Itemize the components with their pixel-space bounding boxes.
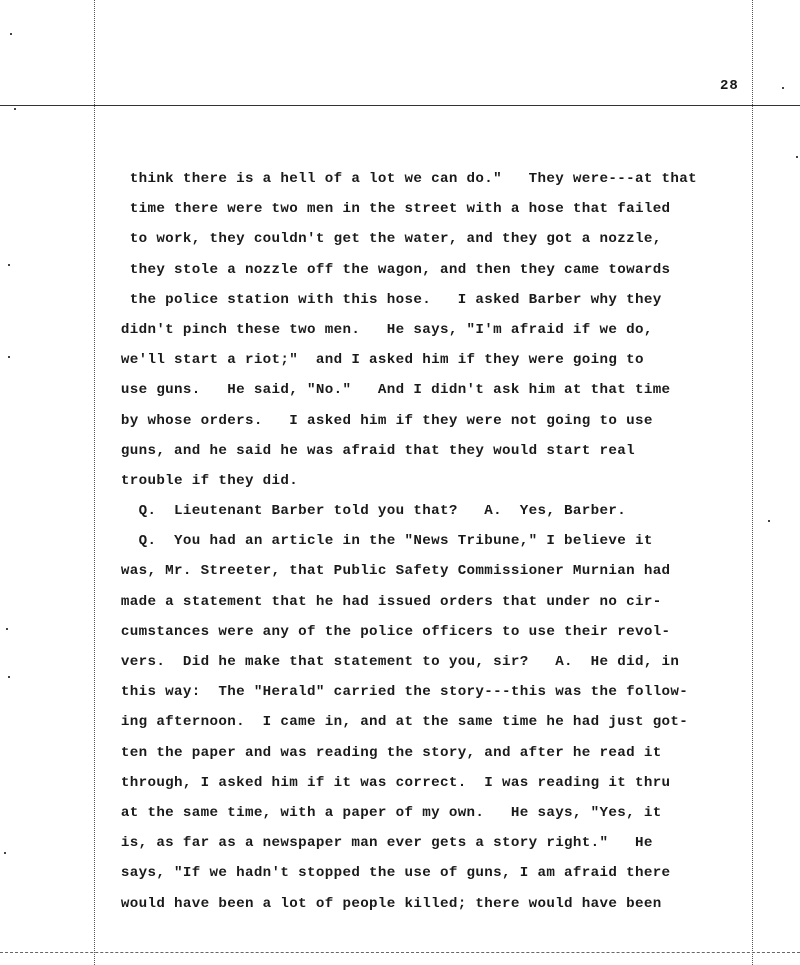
scan-speck [4,852,6,854]
transcript-line: by whose orders. I asked him if they were not going to use [112,412,653,429]
transcript-line: they stole a nozzle off the wagon, and then they came towards [112,261,671,278]
transcript-line: would have been a lot of people killed; there would have been [112,895,662,912]
transcript-line: use guns. He said, "No." And I didn't ask him at that time [112,382,671,399]
left-margin-rule [94,0,95,965]
transcript-line: through, I asked him if it was correct. I was reading it thru [112,774,671,791]
scan-speck [8,676,10,678]
question-line: Q. Lieutenant Barber told you that? A. Yes, Barber. [112,503,627,520]
transcript-line: time there were two men in the street with a hose that failed [112,201,671,218]
scan-speck [8,264,10,266]
transcript-line: at the same time, with a paper of my own. He says, "Yes, it [112,804,662,821]
transcript-line: didn't pinch these two men. He says, "I'm afraid if we do, [112,321,653,338]
transcript-line: vers. Did he make that statement to you, sir? A. He did, in [112,654,680,670]
scan-speck [768,520,770,522]
right-margin-rule [752,0,753,965]
transcript-line: cumstances were any of the police officers to use their revol- [112,623,671,640]
transcript-line: was, Mr. Streeter, that Public Safety Commissioner Murnian had [112,563,671,580]
transcript-line: the police station with this hose. I asked Barber why they [112,291,662,308]
transcript-line: is, as far as a newspaper man ever gets a story right." He [112,835,653,852]
transcript-line: this way: The "Herald" carried the story---this was the follow- [112,684,689,701]
question-line: Q. You had an article in the "News Tribune," I believe it [112,533,653,550]
transcript-line: ing afternoon. I came in, and at the same time he had just got- [112,714,689,731]
scan-speck [782,87,784,89]
scan-speck [6,628,8,630]
bottom-footer-rule [0,952,800,953]
transcript-line: think there is a hell of a lot we can do." They were---at that [112,171,698,187]
scan-speck [8,356,10,358]
transcript-line: says, "If we hadn't stopped the use of guns, I am afraid there [112,865,671,882]
top-header-rule [0,105,800,106]
transcript-line: trouble if they did. [112,472,299,489]
transcript-line: guns, and he said he was afraid that they would start real [112,442,635,459]
scan-speck [10,33,12,35]
transcript-line: to work, they couldn't get the water, and they got a nozzle, [112,231,662,248]
scan-speck [14,108,16,110]
transcript-line: made a statement that he had issued orders that under no cir- [112,593,662,610]
scan-speck [796,156,798,158]
page-number: 28 [720,78,739,94]
transcript-line: ten the paper and was reading the story, and after he read it [112,744,662,761]
transcript-line: we'll start a riot;" and I asked him if they were going to [112,352,644,369]
transcript-body [112,164,752,919]
